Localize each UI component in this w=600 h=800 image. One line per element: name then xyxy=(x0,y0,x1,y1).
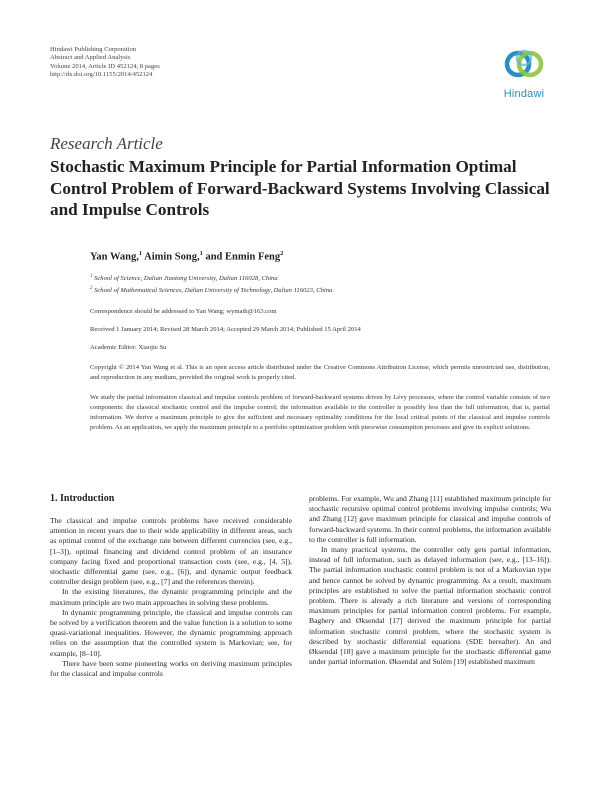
doi-link[interactable]: http://dx.doi.org/10.1155/2014/452124 xyxy=(50,71,153,79)
volume-line: Volume 2014, Article ID 452124, 8 pages xyxy=(50,62,160,70)
journal-header xyxy=(50,46,160,80)
article-dates: Received 1 January 2014; Revised 28 March 2014; Accepted 29 March 2014; Published 15 April 2014 xyxy=(90,326,361,333)
affiliation-number: 2 xyxy=(90,286,93,291)
affiliation xyxy=(90,274,278,282)
article-type: Research Article xyxy=(50,134,163,153)
hindawi-logo-text: Hindawi xyxy=(503,88,545,100)
paragraph: There have been some pioneering works on deriving maximum principles for the classical and impulse controls xyxy=(50,658,292,679)
author-list xyxy=(90,250,283,263)
paragraph: The classical and impulse controls problems have received considerable attention in recent years due to their wide applicability in different areas, such as optimal control of the exchange rate between different currencies (see, e.g., [1–3]), optimal financing and dividend control problem of an insurance company facing fixed and proportional transaction costs (see, e.g., [4, 5]), stochastic differential game (see, e.g., [6]), and dynamic output feedback controller design problem (see, e.g., [7] and the references therein). xyxy=(50,516,292,587)
publisher-name: Hindawi Publishing Corporation xyxy=(50,46,137,53)
author-name: Aimin Song, xyxy=(144,251,200,263)
author-name: Yan Wang, xyxy=(90,251,139,263)
paragraph: In many practical systems, the controller only gets partial information, instead of full information, such as delayed information (see, e.g., [13–16]). The partial information stochastic control problem is not of a Markovian type and hence cannot be solved by dynamic programming. As a result, maximum principles are established to solve the partial information stochastic control problem. There is already a rich literature and versions of corresponding maximum principles for partial information control problems. For example, Baghery and Øksendal [17] derived the maximum principle for partial information stochastic control problem, where the stochastic system is described by stochastic differential equations (SDE hereafter). An and Øksendal [18] gave a maximum principle for the stochastic differential game under partial information. Øksendal and Sulèm [19] established maximum xyxy=(309,545,551,667)
paragraph: In the existing literatures, the dynamic programming principle and the maximum principle are two main approaches in solving these problems. xyxy=(50,587,292,607)
affiliation-text: School of Mathematical Sciences, Dalian University of Technology, Dalian 116023, China xyxy=(94,287,333,295)
body-column-left xyxy=(50,516,292,679)
paragraph: problems. For example, Wu and Zhang [11] established maximum principle for stochastic recursive optimal control problems involving impulse controls; Wu and Zhang [12] gave maximum principle for classical and impulse controls of forward-backward systems. In their control problems, the information available to the controller is full information. xyxy=(309,494,551,544)
academic-editor: Academic Editor: Xiaojie Su xyxy=(90,344,167,351)
author-affiliation-mark: 1 xyxy=(138,250,143,257)
author-name: and Enmin Feng xyxy=(205,251,281,263)
abstract: We study the partial information classical and impulse controls problem of forward-backward systems driven by Lévy processes, where the control variable consists of two components: the classical stochastic control and the impulse control; the information available to the controller is possibly less than the full information, that is, partial information. We derive a maximum principle to give the sufficient and necessary optimality conditions for the local critical points of the classical and impulse controls problem. As an application, we apply the maximum principle to a portfolio optimization problem with piecewise consumption processes and give its explicit solutions. xyxy=(90,394,550,431)
correspondence: Correspondence should be addressed to Yan Wang; wymath@163.com xyxy=(90,308,277,315)
hindawi-logo-icon xyxy=(494,44,554,88)
affiliation xyxy=(90,286,332,294)
journal-name: Abstract and Applied Analysis xyxy=(50,54,131,62)
author-affiliation-mark: 1 xyxy=(199,250,203,257)
author-affiliation-mark: 2 xyxy=(280,250,284,257)
section-heading: 1. Introduction xyxy=(50,493,115,504)
hindawi-logo xyxy=(494,44,554,106)
affiliation-text: School of Science, Dalian Jiaotong University, Dalian 116028, China xyxy=(94,275,278,283)
affiliation-number: 1 xyxy=(90,274,93,279)
body-column-right xyxy=(309,494,551,667)
article-title: Stochastic Maximum Principle for Partial Information Optimal Control Problem of Forward-Backward Systems Involving Classical and Impulse Controls xyxy=(50,157,550,219)
copyright-notice: Copyright © 2014 Yan Wang et al. This is an open access article distributed under the Creative Commons Attribution License, which permits unrestricted use, distribution, and reproduction in any medium, provided the original work is properly cited. xyxy=(90,364,550,381)
paragraph: In dynamic programming principle, the classical and impulse controls can be solved by a verification theorem and the value function is a solution to some quasi-variational inequalities. However, the dynamic programming approach relies on the assumption that the controlled system is Markovian; see, for example, [8–10]. xyxy=(50,607,292,658)
